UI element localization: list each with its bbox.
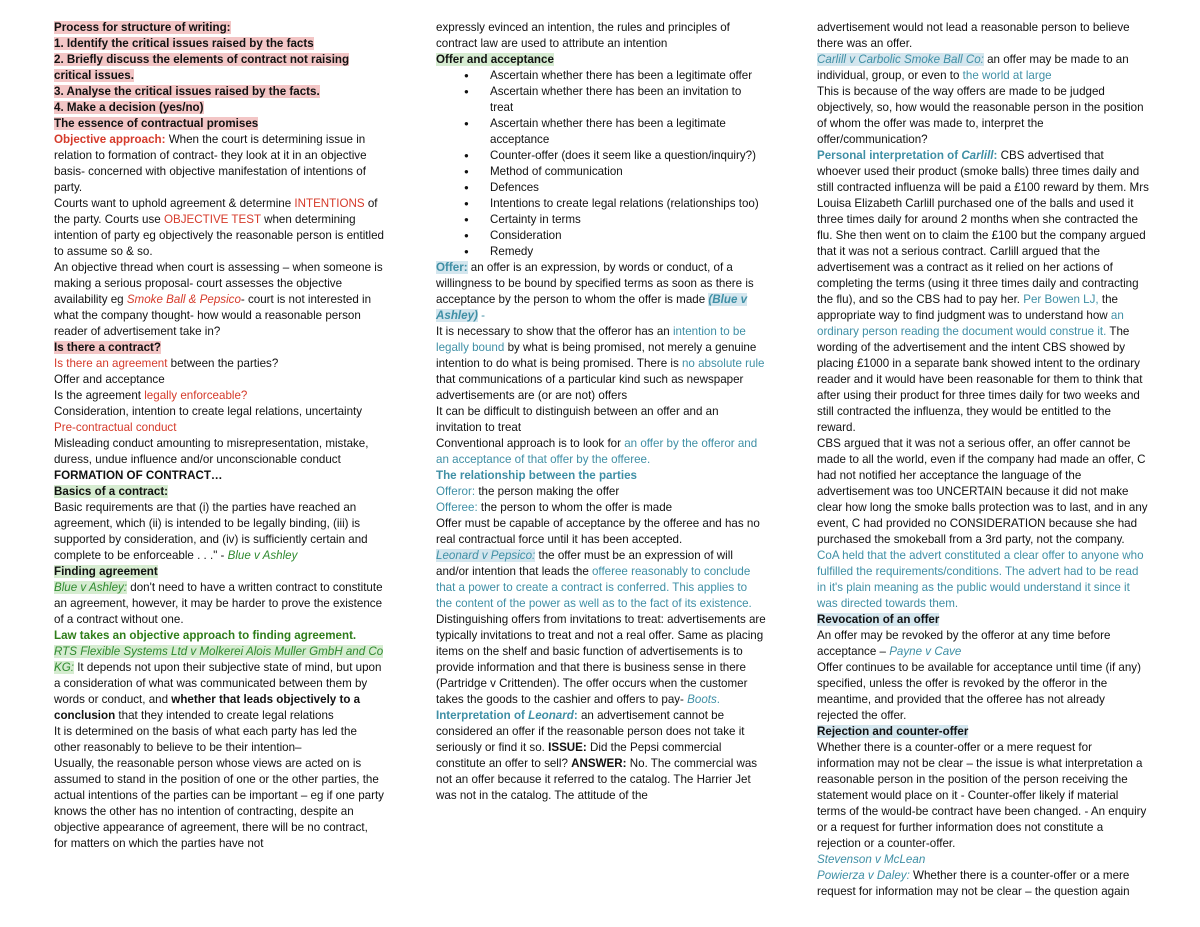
section-heading-contract: Is there a contract?	[54, 341, 161, 354]
offeror-definition: Offeror: the person making the offer	[436, 485, 620, 498]
distinguish-paragraph: It can be difficult to distinguish between an offer and an invitation to treat	[436, 405, 719, 434]
objective-approach-paragraph: Objective approach: When the court is determining issue in relation to formation of contract- they look at it in an objective basis- concerned with objective manifestation of intentions of party.	[54, 133, 367, 194]
list-item: ● Method of communication	[436, 164, 766, 180]
blue-ashley-paragraph: Blue v Ashley: don't need to have a written contract to constitute an agreement, however, it may be harder to prove the existence of a contract without one.	[54, 581, 383, 626]
formation-heading: FORMATION OF CONTRACT…	[54, 469, 223, 482]
list-item: ● Remedy	[436, 244, 766, 260]
process-step-1: 1. Identify the critical issues raised by the facts	[54, 37, 314, 50]
leonard-pepsico-paragraph: Leonard v Pepsico: the offer must be an expression of will and/or intention that leads the offeree reasonably to conclude that a power to create a contract is conferred. This applies to the content of the power as well as to the fact of its existence.	[436, 549, 752, 610]
section-heading-basics: Basics of a contract:	[54, 485, 169, 498]
enforceable-question: Is the agreement legally enforceable?	[54, 389, 248, 402]
cbs-argument-paragraph: CBS argued that it was not a serious offer, an offer cannot be made to all the world, even if the company had made an offer, C had not notified her acceptance the language of the advertisement was too UNCERTAIN because it did not make clear how long the smoke balls protection was to last, and in any event, C had provided no CONSIDERATION because she had purchased the smokeball from a 3rd party, not the company. CoA held that the advert constituted a clear offer to anyone who fulfilled the requirements/conditions. The advert had to be read in it's plain meaning as the public would understand it since it was directed towards them.	[817, 437, 1148, 610]
intentions-paragraph: Courts want to uphold agreement & determine INTENTIONS of the party. Courts use OBJECTIVE TEST when determining intention of party eg objectively the reasonable person is entitled to assume so & so.	[54, 197, 384, 258]
offer-continues-paragraph: Offer continues to be available for acceptance until time (if any) specified, unless the offer is revoked by the offeror in the meantime, and provided that the offeree has not already rejected the offer.	[817, 661, 1141, 722]
legally-bound-paragraph: It is necessary to show that the offeror has an intention to be legally bound by what is being promised, not merely a genuine intention to do what is being promised. There is no absolute rule that communications of a particular kind such as newspaper advertisements are (or are not) offers	[436, 325, 765, 402]
pre-contractual-line: Pre-contractual conduct	[54, 421, 177, 434]
process-step-2: 2. Briefly discuss the elements of contract not raising critical issues.	[54, 53, 350, 82]
determined-basis-paragraph: It is determined on the basis of what each party has led the other reasonably to believe to be their intention–	[54, 725, 357, 754]
revocation-paragraph: An offer may be revoked by the offeror at any time before acceptance – Payne v Cave	[817, 629, 1111, 658]
section-heading-revocation: Revocation of an offer	[817, 613, 940, 626]
list-item: ● Ascertain whether there has been an invitation to treat	[436, 84, 766, 116]
counter-offer-paragraph: Whether there is a counter-offer or a mere request for information may not be clear – the issue is what interpretation a reasonable person in the position of the person receiving the statement would place on it - Counter-offer likely if material terms of the would-be contract have been changed. - An enquiry or a request for further information does not constitute a rejection or a counter-offer.	[817, 741, 1147, 850]
offer-acceptance-line: Offer and acceptance	[54, 373, 165, 386]
section-heading-offer-acceptance: Offer and acceptance	[436, 53, 554, 66]
consideration-line: Consideration, intention to create legal relations, uncertainty	[54, 405, 363, 418]
relationship-heading: The relationship between the parties	[436, 469, 637, 482]
objective-approach-heading: Law takes an objective approach to finding agreement.	[54, 629, 357, 642]
process-step-3: 3. Analyse the critical issues raised by the facts.	[54, 85, 320, 98]
section-heading-essence: The essence of contractual promises	[54, 117, 259, 130]
personal-interpretation-paragraph: Personal interpretation of Carlill: CBS advertised that whoever used their product (smoke balls) three times daily and still contracted influenza will be paid a £100 reward by them. Mrs Louisa Elizabeth Carlill purchased one of the balls and used it three times daily for around 2 months when she contracted the flu. She then went on to claim the £100 but the company argued that it was not a serious contract. Carlill argued that the advertisement was a contract as it relied on her actions of completing the terms (using it three times daily and contracting the flu), and so the CBS had to pay her. Per Bowen LJ, the appropriate way to find judgment was to understand how an ordinary person reading the document would construe it. The wording of the advertisement and the intent CBS showed by placing £1000 in a separate bank showed intent to the ordinary reader and it would have been reasonable for them to think that after using their product for three times daily for two weeks and still contracted the influenza, they would be entitled to the reward.	[817, 149, 1149, 434]
column-right	[817, 20, 1149, 900]
objective-thread-paragraph: An objective thread when court is assessing – when someone is making a serious proposal- court assesses the objective availability eg Smoke Ball & Pepsico- court is not interested in what the company thought- how would a reasonable person reader of advertisement take in?	[54, 261, 383, 338]
section-heading-rejection: Rejection and counter-offer	[817, 725, 969, 738]
stevenson-case: Stevenson v McLean	[817, 853, 926, 866]
list-item: ● Ascertain whether there has been a legitimate offer	[436, 68, 766, 84]
column-middle	[436, 20, 766, 804]
process-step-4: 4. Make a decision (yes/no)	[54, 101, 204, 114]
continued-paragraph: expressly evinced an intention, the rules and principles of contract law are used to attribute an intention	[436, 21, 730, 50]
column-left	[54, 20, 384, 852]
interpretation-leonard-paragraph: Interpretation of Leonard: an advertisement cannot be considered an offer if the reasonable person does not take it seriously or find it so. ISSUE: Did the Pepsi commercial constitute an offer to sell? ANSWER: No. The commercial was not an offer because it referred to the catalog. The Harrier Jet was not in the catalog. The attitude of the	[436, 709, 758, 802]
offer-definition-paragraph: Offer: an offer is an expression, by words or conduct, of a willingness to be bound by specified terms as soon as there is acceptance by the person to whom the offer is made (Blue v Ashley) -	[436, 261, 754, 322]
list-item: ● Intentions to create legal relations (relationships too)	[436, 196, 766, 212]
capable-acceptance-paragraph: Offer must be capable of acceptance by the offeree and has no real contractual force until it has been accepted.	[436, 517, 760, 546]
list-item: ● Ascertain whether there has been a legitimate acceptance	[436, 116, 766, 148]
checklist	[436, 68, 766, 260]
list-item: ● Certainty in terms	[436, 212, 766, 228]
agreement-question: Is there an agreement between the parties?	[54, 357, 279, 370]
misleading-conduct-line: Misleading conduct amounting to misrepresentation, mistake, duress, undue influence and/or unconscionable conduct	[54, 437, 369, 466]
list-item: ● Consideration	[436, 228, 766, 244]
list-item: ● Counter-offer (does it seem like a question/inquiry?)	[436, 148, 766, 164]
powierza-paragraph: Powierza v Daley: Whether there is a counter-offer or a mere request for information may not be clear – the question again	[817, 869, 1130, 898]
continued-paragraph: advertisement would not lead a reasonable person to believe there was an offer.	[817, 21, 1130, 50]
carlill-paragraph: Carlill v Carbolic Smoke Ball Co: an offer may be made to an individual, group, or even to the world at large	[817, 53, 1129, 82]
section-heading-finding-agreement: Finding agreement	[54, 565, 158, 578]
list-item: ● Defences	[436, 180, 766, 196]
rts-paragraph: RTS Flexible Systems Ltd v Molkerei Alois Muller GmbH and Co KG: It depends not upon their subjective state of mind, but upon a consideration of what was communicated between them by words or conduct, and whether that leads objectively to a conclusion that they intended to create legal relations	[54, 645, 384, 722]
conventional-approach-paragraph: Conventional approach is to look for an offer by the offeror and an acceptance of that offer by the offeree.	[436, 437, 758, 466]
offeree-definition: Offeree: the person to whom the offer is made	[436, 501, 673, 514]
objective-judgement-paragraph: This is because of the way offers are made to be judged objectively, so, how would the reasonable person in the position of whom the offer was made to, interpret the offer/communication?	[817, 85, 1144, 146]
invitation-to-treat-paragraph: Distinguishing offers from invitations to treat: advertisements are typically invitations to treat and not a real offer. Same as placing items on the shelf and basic function of advertisements is to provide information and that there is business sense in there (Partridge v Crittenden). The offer occurs when the customer takes the goods to the cashier and offers to pay- Boots.	[436, 613, 766, 706]
process-heading: Process for structure of writing:	[54, 21, 231, 34]
basic-requirements-paragraph: Basic requirements are that (i) the parties have reached an agreement, which (ii) is intended to be legally binding, (iii) is supported by consideration, and (iv) is sufficiently certain and complete to be enforceable . . ." - Blue v Ashley	[54, 501, 368, 562]
reasonable-person-paragraph: Usually, the reasonable person whose views are acted on is assumed to stand in the position of one or the other parties, the actual intentions of the parties can be important – eg if one party knows the other has no intention of contracting, despite an objective appearance of agreement, there will be no contract, for matters on which the parties have not	[54, 757, 384, 850]
